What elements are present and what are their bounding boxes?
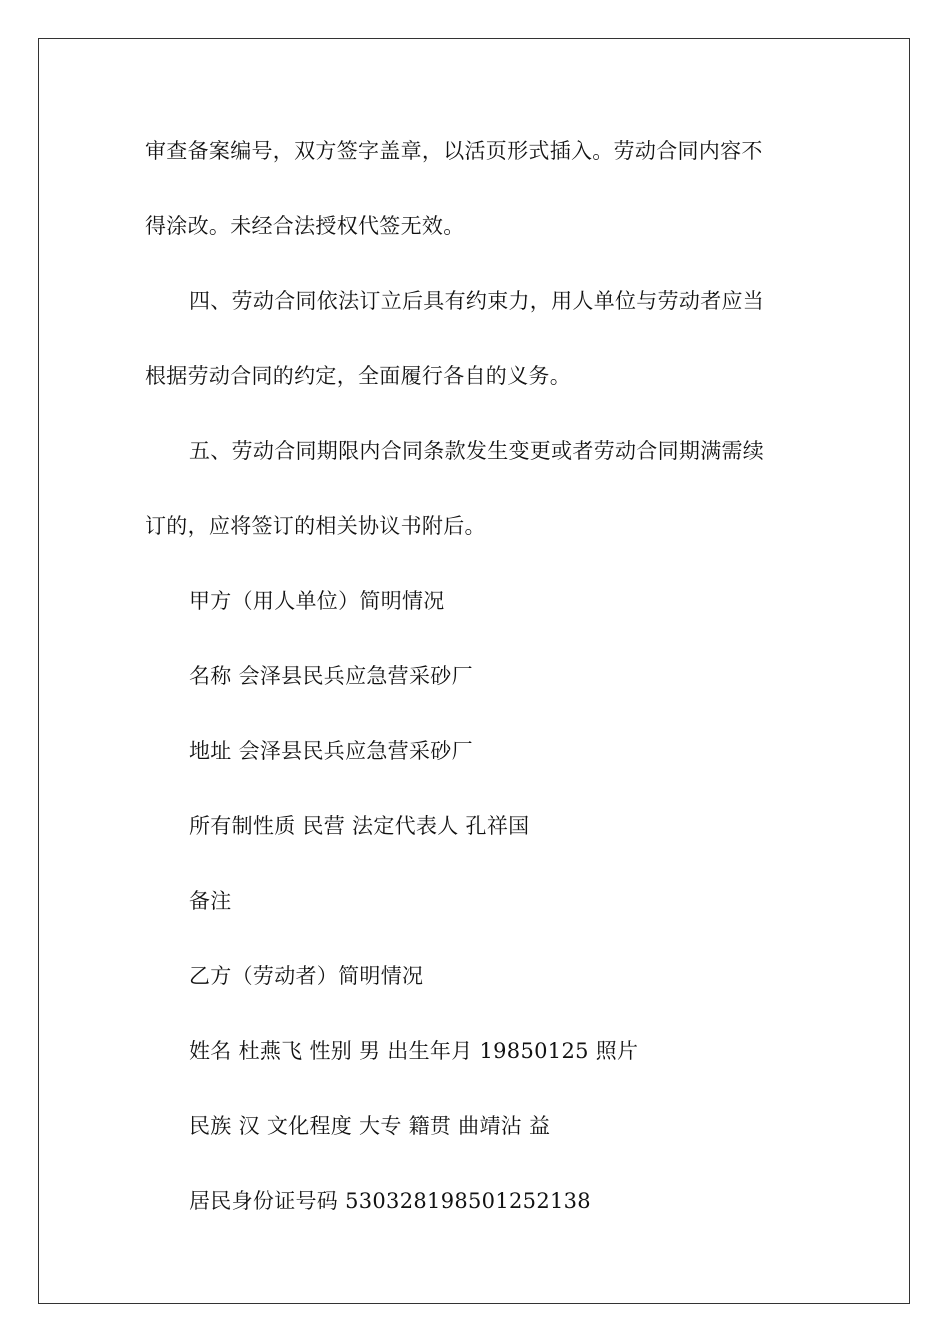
party-a-heading: 甲方（用人单位）简明情况	[189, 589, 445, 613]
party-a-ownership: 所有制性质 民营 法定代表人 孔祥国	[189, 814, 530, 838]
paragraph-line-2: 得涂改。未经合法授权代签无效。	[145, 214, 465, 238]
party-b-heading: 乙方（劳动者）简明情况	[189, 964, 424, 988]
clause-four-line-2: 根据劳动合同的约定，全面履行各自的义务。	[145, 364, 571, 388]
party-b-id-number: 居民身份证号码 530328198501252138	[189, 1189, 591, 1213]
party-a-remarks: 备注	[189, 889, 232, 913]
clause-five-line-1: 五、劳动合同期限内合同条款发生变更或者劳动合同期满需续	[189, 439, 765, 463]
clause-five-line-2: 订的，应将签订的相关协议书附后。	[145, 514, 486, 538]
party-a-name: 名称 会泽县民兵应急营采砂厂	[189, 664, 473, 688]
clause-four-line-1: 四、劳动合同依法订立后具有约束力，用人单位与劳动者应当	[189, 289, 765, 313]
party-b-background: 民族 汉 文化程度 大专 籍贯 曲靖沾 益	[189, 1114, 551, 1138]
party-b-personal-info: 姓名 杜燕飞 性别 男 出生年月 19850125 照片	[189, 1039, 639, 1063]
paragraph-line-1: 审查备案编号，双方签字盖章，以活页形式插入。劳动合同内容不	[145, 139, 763, 163]
party-a-address: 地址 会泽县民兵应急营采砂厂	[189, 739, 473, 763]
